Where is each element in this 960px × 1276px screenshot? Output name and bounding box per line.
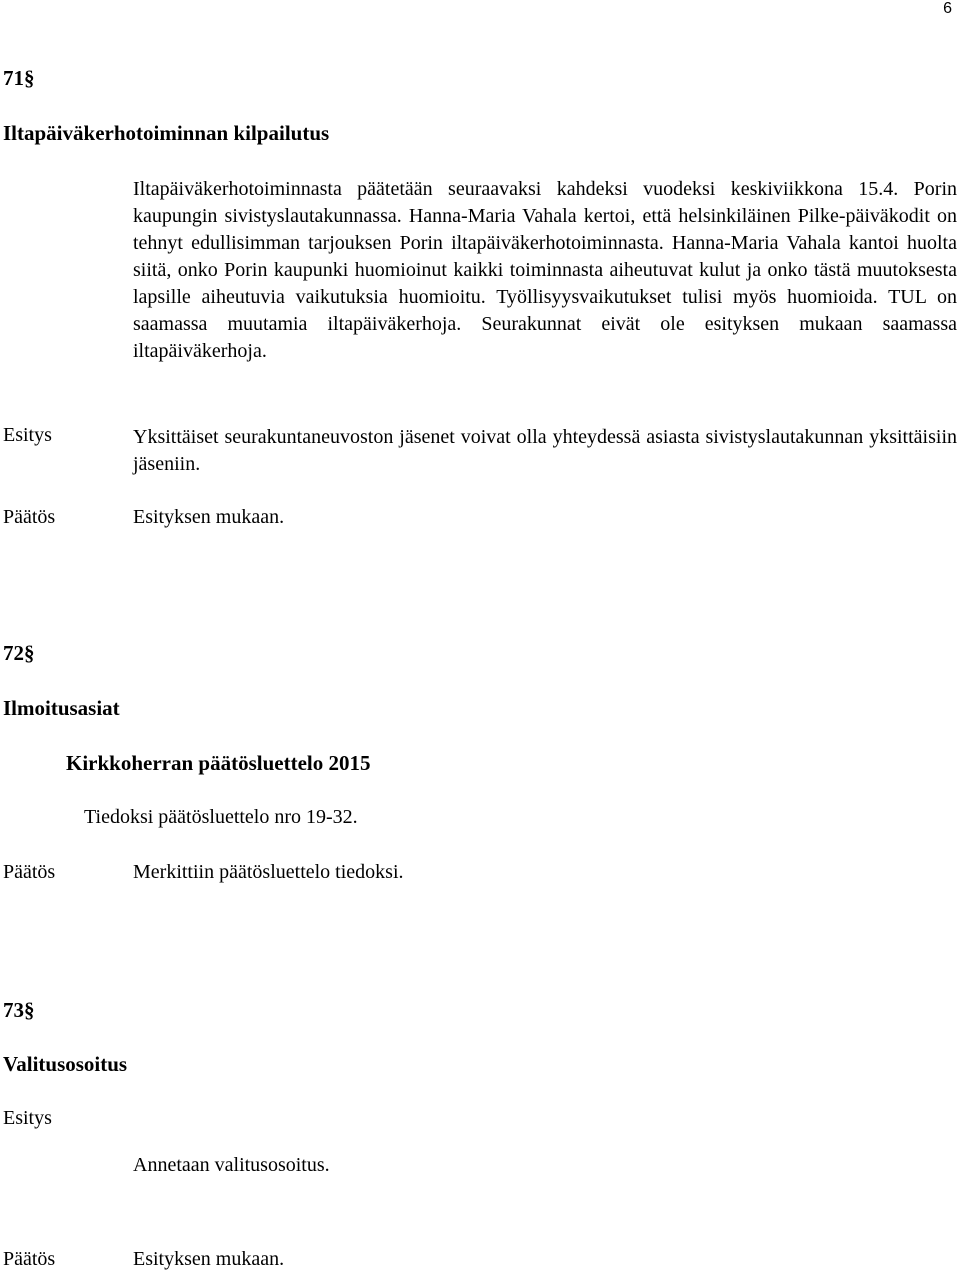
section-title-72: Ilmoitusasiat [3, 696, 120, 720]
esitys-text-71: Yksittäiset seurakuntaneuvoston jäsenet voivat olla yhteydessä asiasta sivistyslautakunnan yksittäisiin jäseniin. [133, 426, 957, 475]
page-number: 6 [943, 0, 952, 17]
section-title-73: Valitusosoitus [3, 1052, 128, 1076]
section-subtitle-72: Kirkkoherran päätösluettelo 2015 [66, 751, 371, 775]
section-subtext-72: Tiedoksi päätösluettelo nro 19-32. [84, 806, 358, 828]
section-title-71: Iltapäiväkerhotoiminnan kilpailutus [3, 121, 330, 145]
paatos-text-72: Merkittiin päätösluettelo tiedoksi. [133, 861, 404, 883]
esitys-label-73: Esitys [3, 1107, 52, 1129]
paatos-label-72: Päätös [3, 861, 56, 883]
paatos-label-71: Päätös [3, 506, 56, 528]
esitys-label-71: Esitys [3, 424, 52, 446]
section-number-72: 72§ [3, 641, 35, 665]
section-number-71: 71§ [3, 66, 35, 90]
section-number-73: 73§ [3, 998, 35, 1022]
esitys-text-73: Annetaan valitusosoitus. [133, 1154, 330, 1176]
paatos-label-73: Päätös [3, 1248, 56, 1270]
section-body-71: Iltapäiväkerhotoiminnasta päätetään seuraavaksi kahdeksi vuodeksi keskiviikkona 15.4. Porin kaupungin sivistyslautakunnassa. Hanna-Maria Vahala kertoi, että helsinkiläinen Pilke-päiväkodit on tehnyt edullisimman tarjouksen Porin iltapäiväkerhotoiminnasta. Hanna-Maria Vahala kantoi huolta siitä, onko Porin kaupunki huomioinut kaikki toiminnasta aiheutuvat kulut ja onko tästä muutoksesta lapsille aiheutuvia vaikutuksia huomioitu. Työllisyysvaikutukset tulisi myös huomioida. TUL on saamassa muutamia iltapäiväkerhoja. Seurakunnat eivät ole esityksen mukaan saamassa iltapäiväkerhoja. [133, 178, 957, 362]
paatos-text-73: Esityksen mukaan. [133, 1248, 285, 1270]
paatos-text-71: Esityksen mukaan. [133, 506, 285, 528]
